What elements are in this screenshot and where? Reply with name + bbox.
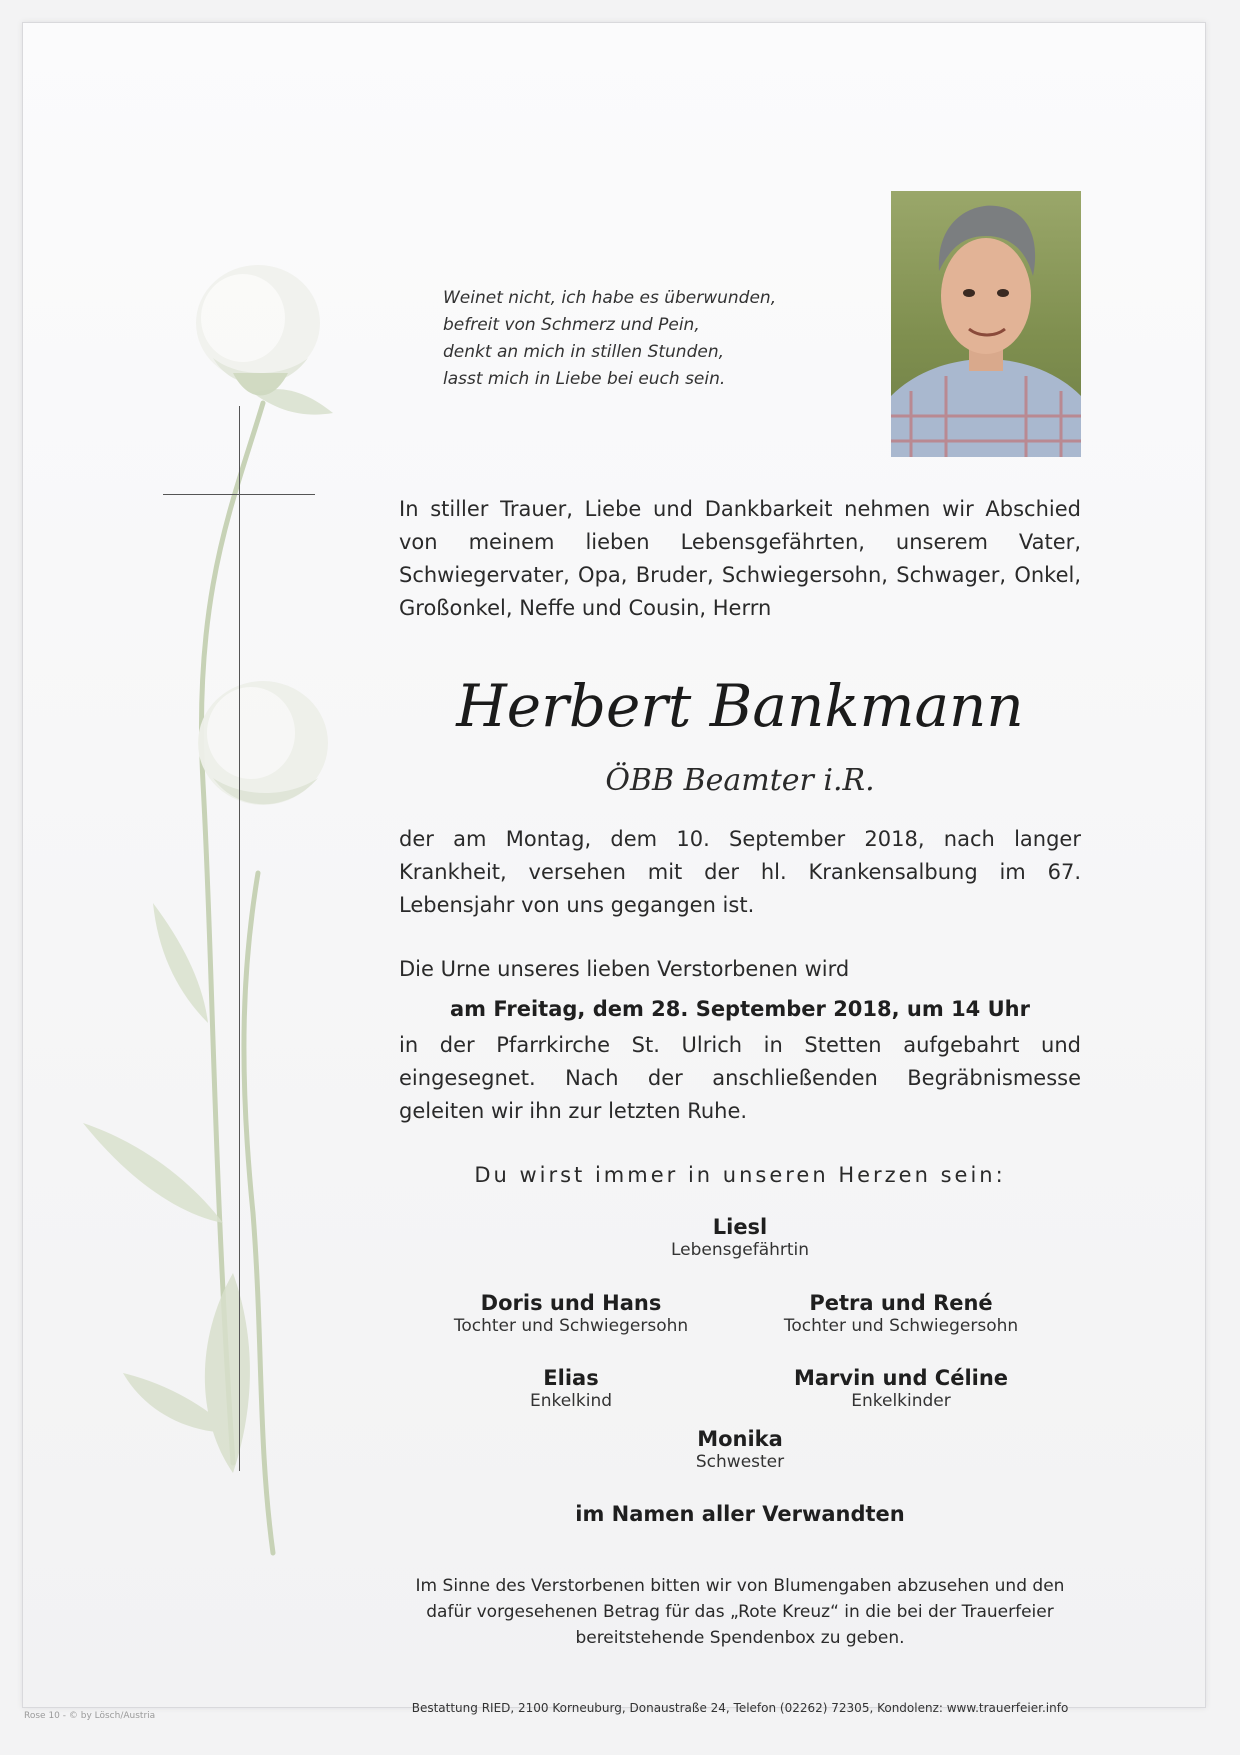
- lower-stem: [244, 873, 273, 1553]
- lower-rose: [198, 681, 328, 805]
- mourner-relation: Enkelkinder: [851, 1391, 951, 1411]
- donation-notice: Im Sinne des Verstorbenen bitten wir von Blumengaben abzusehen und den dafür vorgesehenen Betrag für das „Rote Kreuz“ in die bei der Trauerfeier bereitstehende Spendenbox zu geben.: [415, 1576, 1065, 1648]
- mourner-entry: [580, 1427, 900, 1473]
- intro-paragraph: In stiller Trauer, Liebe und Dankbarkeit nehmen wir Abschied von meinem lieben Lebensgefährten, unserem Vater, Schwiegervater, Opa, Bruder, Schwiegersohn, Schwager, Onkel, Großonkel, Neffe und Cousin, Herrn: [399, 497, 1081, 620]
- mourner-relation: Tochter und Schwiegersohn: [453, 1316, 689, 1336]
- heart-line: Du wirst immer in unseren Herzen sein:: [474, 1163, 1006, 1187]
- quote-line: Weinet nicht, ich habe es überwunden,: [443, 288, 777, 308]
- mourner-entry: [741, 1366, 1061, 1412]
- upper-rose: [196, 265, 320, 396]
- mourner-name: Doris und Hans: [480, 1291, 662, 1315]
- cross-vertical-line: [239, 406, 240, 1471]
- death-paragraph: der am Montag, dem 10. September 2018, nach langer Krankheit, versehen mit der hl. Krankensalbung im 67. Lebensjahr von uns gegangen ist.: [399, 827, 1081, 917]
- mourner-name: Petra und René: [809, 1291, 993, 1315]
- quote-line: denkt an mich in stillen Stunden,: [443, 342, 725, 362]
- quote-line: befreit von Schmerz und Pein,: [443, 315, 700, 335]
- portrait-photo: [891, 191, 1081, 457]
- mourner-relation: Lebensgefährtin: [670, 1240, 810, 1260]
- memorial-quote: [443, 285, 843, 393]
- leaf: [153, 903, 208, 1023]
- mourner-relation: Schwester: [695, 1452, 785, 1472]
- quote-line: lasst mich in Liebe bei euch sein.: [443, 369, 726, 389]
- mourner-entry: [580, 1215, 900, 1261]
- obituary-page: [22, 22, 1206, 1715]
- mourner-entry: [411, 1291, 731, 1337]
- relatives-line: im Namen aller Verwandten: [575, 1502, 905, 1526]
- mourner-name: Marvin und Céline: [793, 1366, 1009, 1390]
- cross-horizontal-line: [163, 494, 315, 495]
- mourner-name: Elias: [543, 1366, 599, 1390]
- deceased-title: ÖBB Beamter i.R.: [605, 763, 875, 798]
- leaf: [83, 1123, 223, 1223]
- urn-paragraph: Die Urne unseres lieben Verstorbenen wird: [399, 957, 850, 981]
- mourner-relation: Enkelkind: [529, 1391, 613, 1411]
- image-credit: Rose 10 - © by Lösch/Austria: [24, 1711, 156, 1721]
- mourner-relation: Tochter und Schwiegersohn: [783, 1316, 1019, 1336]
- white-roses-illustration: [83, 263, 413, 1563]
- mourner-entry: [741, 1291, 1061, 1337]
- leaf: [205, 1273, 250, 1473]
- ceremony-paragraph: in der Pfarrkirche St. Ulrich in Stetten aufgebahrt und eingesegnet. Nach der anschließenden Begräbnismesse geleiten wir ihn zur letzten Ruhe.: [399, 1033, 1081, 1123]
- mourner-entry: [411, 1366, 731, 1412]
- mourner-name: Liesl: [712, 1215, 768, 1239]
- funeral-home-footer: Bestattung RIED, 2100 Korneuburg, Donaustraße 24, Telefon (02262) 72305, Kondolenz: www.trauerfeier.info: [411, 1701, 1069, 1715]
- deceased-name: Herbert Bankmann: [456, 672, 1024, 740]
- portrait-illustration: [891, 191, 1081, 457]
- mourner-name: Monika: [697, 1427, 783, 1451]
- ceremony-date: am Freitag, dem 28. September 2018, um 14 Uhr: [450, 997, 1030, 1021]
